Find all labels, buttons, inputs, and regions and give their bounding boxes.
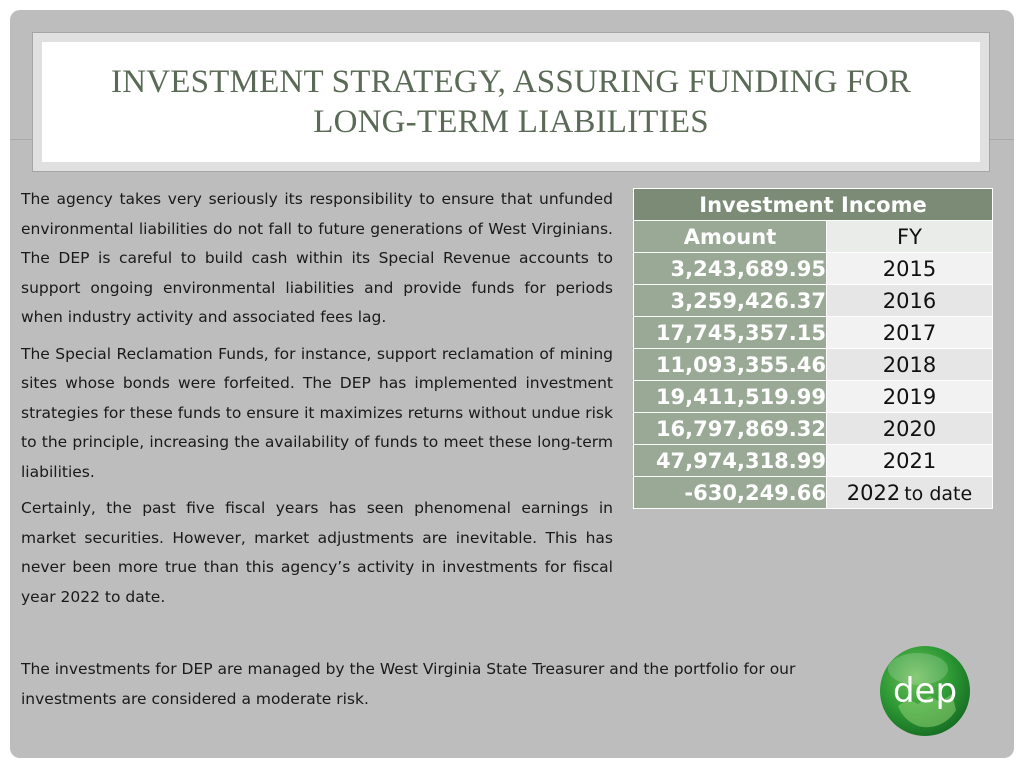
fy-suffix: to date [904,482,973,505]
amount-cell: 47,974,318.99 [634,445,827,477]
fy-cell: 2019 [827,381,993,413]
table-row [634,381,993,413]
table-title-row [634,189,993,221]
paragraph-3: Certainly, the past five fiscal years has seen phenomenal earnings in market securities. However, market adjustments are inevitable. This has never been more true than this agency’s activity in investments for fiscal year 2022 to date. [21,499,613,606]
table-row [634,413,993,445]
amount-cell: 11,093,355.46 [634,349,827,381]
fy-cell: 2021 [827,445,993,477]
table-row [634,349,993,381]
fy-cell: 2016 [827,285,993,317]
fy-column-header: FY [827,221,993,253]
amount-cell: -630,249.66 [634,477,827,509]
bottom-note: The investments for DEP are managed by the West Virginia State Treasurer and the portfolio for our investments are considered a moderate risk. [21,660,796,708]
fy-cell: 2018 [827,349,993,381]
amount-cell: 3,259,426.37 [634,285,827,317]
dep-logo [878,644,972,738]
amount-cell: 16,797,869.32 [634,413,827,445]
fy-cell [827,477,993,509]
logo-text: dep [892,671,958,711]
paragraph-1: The agency takes very seriously its responsibility to ensure that unfunded environmental liabilities do not fall to future generations of West Virginians. The DEP is careful to build cash within its Special Revenue accounts to support ongoing environmental liabilities and provide funds for periods when industry activity and associated fees lag. [21,190,613,326]
slide [10,10,1014,758]
amount-cell: 17,745,357.15 [634,317,827,349]
table-row [634,445,993,477]
investment-income-table [633,188,993,509]
fy-cell: 2015 [827,253,993,285]
fy-value: 2022 [846,480,901,505]
table-row [634,253,993,285]
table-row [634,317,993,349]
fy-cell: 2020 [827,413,993,445]
table-title: Investment Income [634,189,993,221]
table-row [634,477,993,509]
fy-cell: 2017 [827,317,993,349]
body-text [21,185,613,619]
table-header-row [634,221,993,253]
amount-cell: 3,243,689.95 [634,253,827,285]
slide-title: INVESTMENT STRATEGY, ASSURING FUNDING FOR LONG-TERM LIABILITIES [111,64,911,140]
table-row [634,285,993,317]
amount-column-header: Amount [634,221,827,253]
title-frame [32,32,990,172]
title-panel [42,42,980,162]
paragraph-2: The Special Reclamation Funds, for instance, support reclamation of mining sites whose bonds were forfeited. The DEP has implemented investment strategies for these funds to ensure it maximizes returns without undue risk to the principle, increasing the availability of funds to meet these long-term liabilities. [21,344,613,481]
amount-cell: 19,411,519.99 [634,381,827,413]
